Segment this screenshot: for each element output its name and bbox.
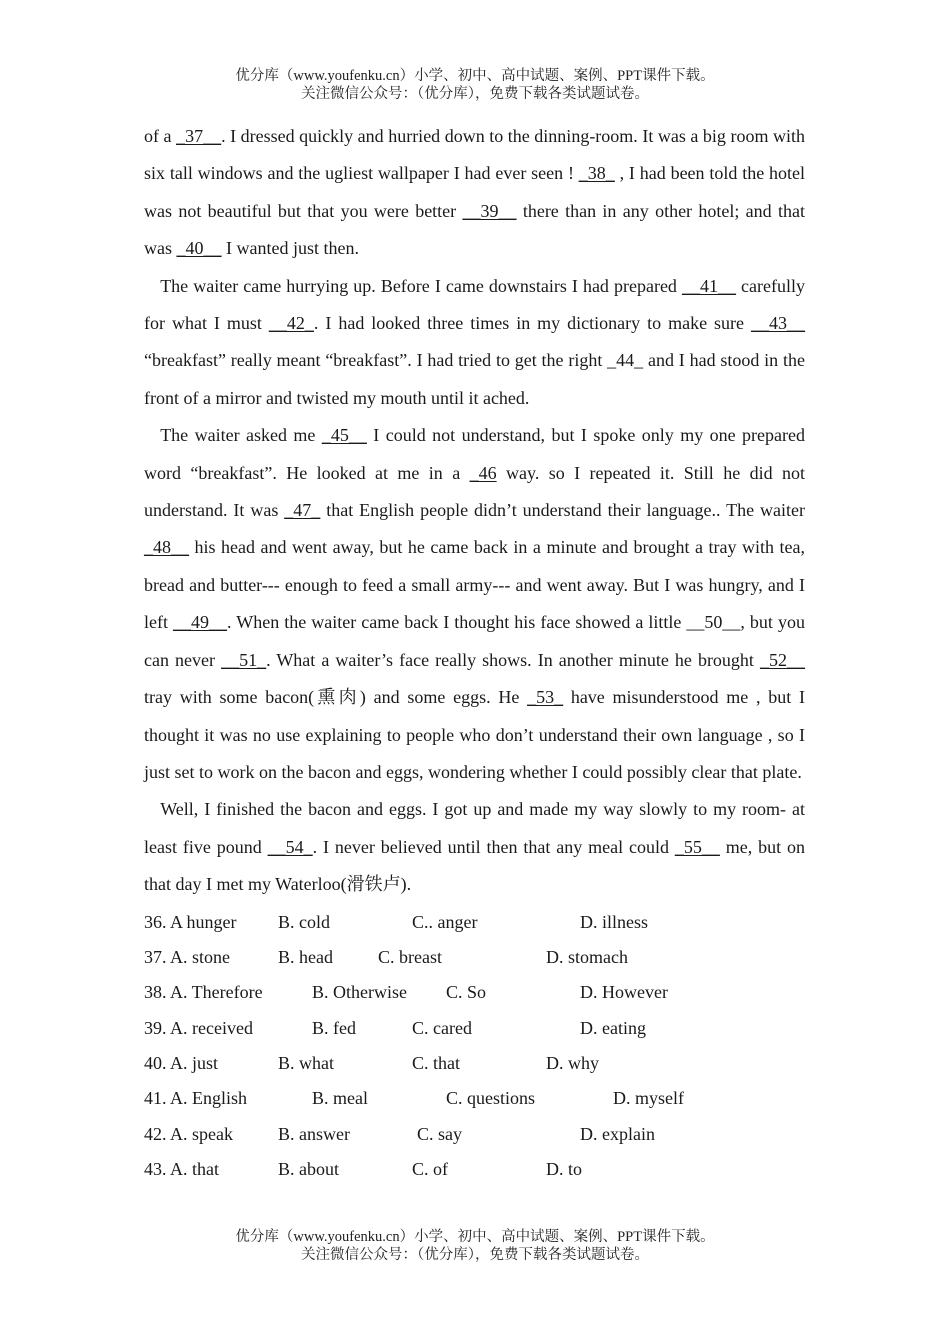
- text: there than in any other hotel; and that was: [144, 200, 805, 259]
- blank-50: __50__: [686, 612, 741, 633]
- question-38: [144, 975, 805, 1010]
- text: his head and went away, but he came back in a minute and brought a tray with tea, bread and butter--- enough to feed a small army--- and went away. But I was hungry, and I left: [144, 537, 805, 633]
- text: , but you can never: [144, 612, 805, 670]
- text: . When the waiter came back I thought his face showed a little: [227, 612, 687, 633]
- option-b: B. meal: [312, 1088, 368, 1109]
- blank-47: _47_: [284, 500, 321, 521]
- paragraph-2: [144, 268, 805, 418]
- text: Well, I finished the bacon and eggs. I got up and made my way slowly to my room- at least five pound: [144, 799, 805, 857]
- text: The waiter came hurrying up. Before I came downstairs I had prepared: [160, 275, 682, 296]
- option-b: B. what: [278, 1053, 334, 1074]
- document-body: [144, 118, 805, 1188]
- text: , I had been told the hotel was not beautiful but that you were better: [144, 163, 806, 221]
- text: “breakfast” really meant “breakfast”. I had tried to get the right: [144, 350, 608, 371]
- blank-48: _48__: [144, 537, 189, 558]
- text: have misunderstood me , but I thought it was no use explaining to people who don’t understand their own language , so I just set to work on the bacon and eggs, wondering whether I could possibly clear that plate.: [144, 687, 805, 782]
- option-a: 41. A. English: [144, 1088, 248, 1109]
- option-d: D. myself: [613, 1088, 684, 1109]
- blank-52: _52__: [760, 649, 805, 670]
- question-40: [144, 1046, 805, 1081]
- page-header: [0, 67, 950, 103]
- blank-39: __39__: [462, 200, 517, 221]
- header-line-1: 优分库（www.youfenku.cn）小学、初中、高中试题、案例、PPT课件下载。: [235, 68, 715, 84]
- option-d: D. stomach: [546, 946, 628, 967]
- blank-55: _55__: [674, 836, 720, 857]
- page-footer: [0, 1228, 950, 1264]
- text: way. so I repeated it. Still he did not understand. It was: [144, 462, 806, 521]
- blank-41: __41__: [681, 275, 736, 296]
- option-d: D. eating: [580, 1017, 646, 1038]
- blank-44: _44_: [607, 350, 644, 371]
- option-b: B. fed: [312, 1017, 356, 1038]
- question-36: [144, 905, 805, 940]
- option-c: C.. anger: [412, 911, 478, 932]
- text: tray with some bacon(熏肉) and some eggs. He: [144, 687, 528, 708]
- option-c: C. say: [417, 1123, 462, 1144]
- option-d: D. why: [546, 1053, 599, 1074]
- text: . I never believed until then that any meal could: [312, 836, 675, 857]
- question-41: [144, 1081, 805, 1116]
- blank-53: _53_: [527, 687, 564, 708]
- option-d: D. explain: [580, 1123, 655, 1144]
- option-d: D. However: [580, 982, 668, 1003]
- question-37: [144, 940, 805, 975]
- question-42: [144, 1117, 805, 1152]
- blank-43: __43__: [751, 313, 805, 334]
- option-a: 38. A. Therefore: [144, 982, 263, 1003]
- option-a: 36. A hunger: [144, 911, 237, 932]
- paragraph-3: [144, 417, 805, 791]
- blank-38: _38_: [578, 163, 615, 184]
- option-c: C. of: [412, 1159, 448, 1180]
- text: I could not understand, but I spoke only my one prepared word “breakfast”. He looked at me in a: [144, 425, 806, 483]
- option-d: D. to: [546, 1159, 582, 1180]
- blank-46: _46: [469, 462, 497, 483]
- option-d: D. illness: [580, 911, 649, 932]
- text: . I dressed quickly and hurried down to the dinning-room. It was a big room with six tall windows and the ugliest wallpaper I had ever seen !: [144, 126, 805, 184]
- blank-45: _45__: [321, 425, 367, 446]
- option-b: B. head: [278, 946, 333, 967]
- text: . What a waiter’s face really shows. In another minute he brought: [266, 649, 760, 670]
- text: and I had stood in the front of a mirror and twisted my mouth until it ached.: [144, 350, 805, 408]
- option-c: C. cared: [412, 1017, 472, 1038]
- blank-49: __49__: [173, 612, 228, 633]
- paragraph-1: [144, 118, 805, 268]
- blank-51: __51_: [221, 649, 267, 670]
- option-c: C. breast: [378, 946, 442, 967]
- option-a: 40. A. just: [144, 1053, 219, 1074]
- text: me, but on that day I met my Waterloo(滑铁卢).: [144, 836, 805, 895]
- blank-54: __54_: [267, 836, 313, 857]
- text: . I had looked three times in my dictionary to make sure: [313, 313, 751, 334]
- blank-40: _40__: [176, 238, 222, 259]
- answer-options: [144, 905, 805, 1188]
- text: The waiter asked me: [160, 425, 322, 446]
- text: I wanted just then.: [221, 238, 359, 259]
- question-43: [144, 1152, 805, 1187]
- option-a: 43. A. that: [144, 1159, 219, 1180]
- option-a: 39. A. received: [144, 1017, 253, 1038]
- option-b: B. about: [278, 1159, 339, 1180]
- text: that English people didn’t understand their language.. The waiter: [320, 500, 805, 521]
- option-b: B. answer: [278, 1123, 350, 1144]
- option-b: B. cold: [278, 911, 330, 932]
- footer-line-2: 关注微信公众号：（优分库），免费下载各类试题试卷。: [301, 1247, 649, 1263]
- footer-line-1: 优分库（www.youfenku.cn）小学、初中、高中试题、案例、PPT课件下载。: [235, 1229, 715, 1245]
- option-a: 42. A. speak: [144, 1123, 233, 1144]
- option-b: B. Otherwise: [312, 982, 407, 1003]
- option-c: C. questions: [446, 1088, 536, 1109]
- blank-37: _37__: [176, 126, 222, 146]
- option-a: 37. A. stone: [144, 946, 231, 967]
- blank-42: __42_: [268, 313, 314, 334]
- option-c: C. that: [412, 1053, 460, 1074]
- header-line-2: 关注微信公众号：（优分库），免费下载各类试题试卷。: [301, 86, 649, 102]
- question-39: [144, 1011, 805, 1046]
- text: carefully for what I must: [144, 275, 805, 334]
- text: of a: [144, 126, 177, 146]
- option-c: C. So: [446, 982, 487, 1003]
- paragraph-4: [144, 791, 805, 903]
